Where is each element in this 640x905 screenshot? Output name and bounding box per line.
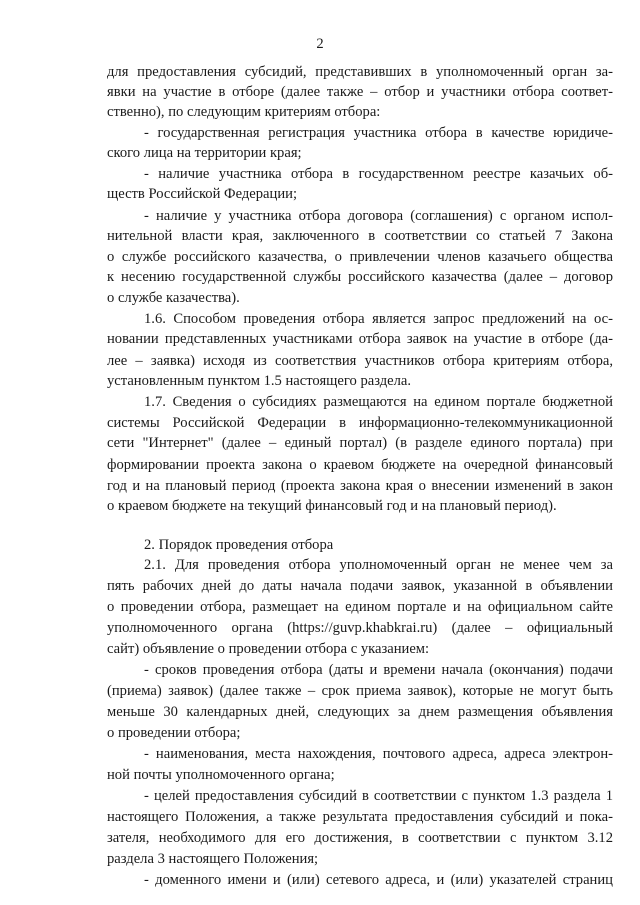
text-line: зателя, необходимого для его достижения, в соответствии с пунктом 3.12: [107, 830, 613, 846]
text-line: - наименования, места нахождения, почтового адреса, адреса электрон-: [144, 746, 613, 762]
text-line: формировании проекта закона о краевом бюджете на очередной финансовый: [107, 457, 613, 473]
text-line: 1.6. Способом проведения отбора является запрос предложений на ос-: [144, 311, 613, 327]
text-line: сети "Интернет" (далее – единый портал) (в разделе единого портала) при: [107, 435, 613, 451]
text-line: к несению государственной службы российского казачества (далее – договор: [107, 269, 613, 285]
text-line: раздела 3 настоящего Положения;: [107, 851, 319, 867]
text-line: ственно), по следующим критериям отбора:: [107, 104, 381, 120]
text-line: - наличие участника отбора в государственном реестре казачьих об-: [144, 166, 613, 182]
text-line: - доменного имени и (или) сетевого адреса, и (или) указателей страниц: [144, 872, 613, 888]
text-line: (приема) заявок) (далее также – срок приема заявок), которые не могут быть: [107, 683, 613, 699]
text-line: о проведении отбора;: [107, 725, 241, 741]
text-line: лее – заявка) исходя из соответствия участников отбора критериям отбора,: [107, 353, 613, 369]
text-line: нительной власти края, заключенного в соответствии со статьей 7 Закона: [107, 228, 613, 244]
text-line: для предоставления субсидий, представивших в уполномоченный орган за-: [107, 64, 613, 80]
text-line: о службе российского казачества, о привлечении членов казачьего общества: [107, 249, 613, 265]
page-number: 2: [316, 36, 324, 52]
text-line: явки на участие в отборе (далее также – отбор и участники отбора соответ-: [107, 84, 613, 100]
text-line: - наличие у участника отбора договора (соглашения) с органом испол-: [144, 208, 613, 224]
text-line: сайт) объявление о проведении отбора с указанием:: [107, 641, 430, 657]
text-line: - сроков проведения отбора (даты и времени начала (окончания) подачи: [144, 662, 613, 678]
text-line: системы Российской Федерации в информационно-телекоммуникационной: [107, 415, 613, 431]
text-line: 2. Порядок проведения отбора: [144, 537, 334, 553]
text-line: настоящего Положения, а также результата предоставления субсидий и пока-: [107, 809, 613, 825]
text-line: год и на плановый период (проекта закона края о внесении изменений в закон: [107, 478, 613, 494]
text-line: о службе казачества).: [107, 290, 240, 306]
text-line: установленным пунктом 1.5 настоящего раздела.: [107, 373, 412, 389]
text-line: - государственная регистрация участника отбора в качестве юридиче-: [144, 125, 613, 141]
text-line: о краевом бюджете на текущий финансовый год и на плановый период).: [107, 498, 557, 514]
text-line: 1.7. Сведения о субсидиях размещаются на едином портале бюджетной: [144, 394, 613, 410]
text-line: меньше 30 календарных дней, следующих за днем размещения объявления: [107, 704, 613, 720]
text-line: ского лица на территории края;: [107, 145, 302, 161]
text-line: уполномоченного органа (https://guvp.khabkrai.ru) (далее – официальный: [107, 620, 613, 636]
text-line: ной почты уполномоченного органа;: [107, 767, 335, 783]
text-line: о проведении отбора, размещает на едином портале и на официальном сайте: [107, 599, 613, 615]
text-line: ществ Российской Федерации;: [107, 186, 298, 202]
text-line: 2.1. Для проведения отбора уполномоченный орган не менее чем за: [144, 557, 613, 573]
text-line: - целей предоставления субсидий в соответствии с пунктом 1.3 раздела 1: [144, 788, 613, 804]
text-line: новании представленных участниками отбора заявок на участие в отборе (да-: [107, 331, 613, 347]
text-line: пять рабочих дней до даты начала подачи заявок, указанной в объявлении: [107, 578, 613, 594]
